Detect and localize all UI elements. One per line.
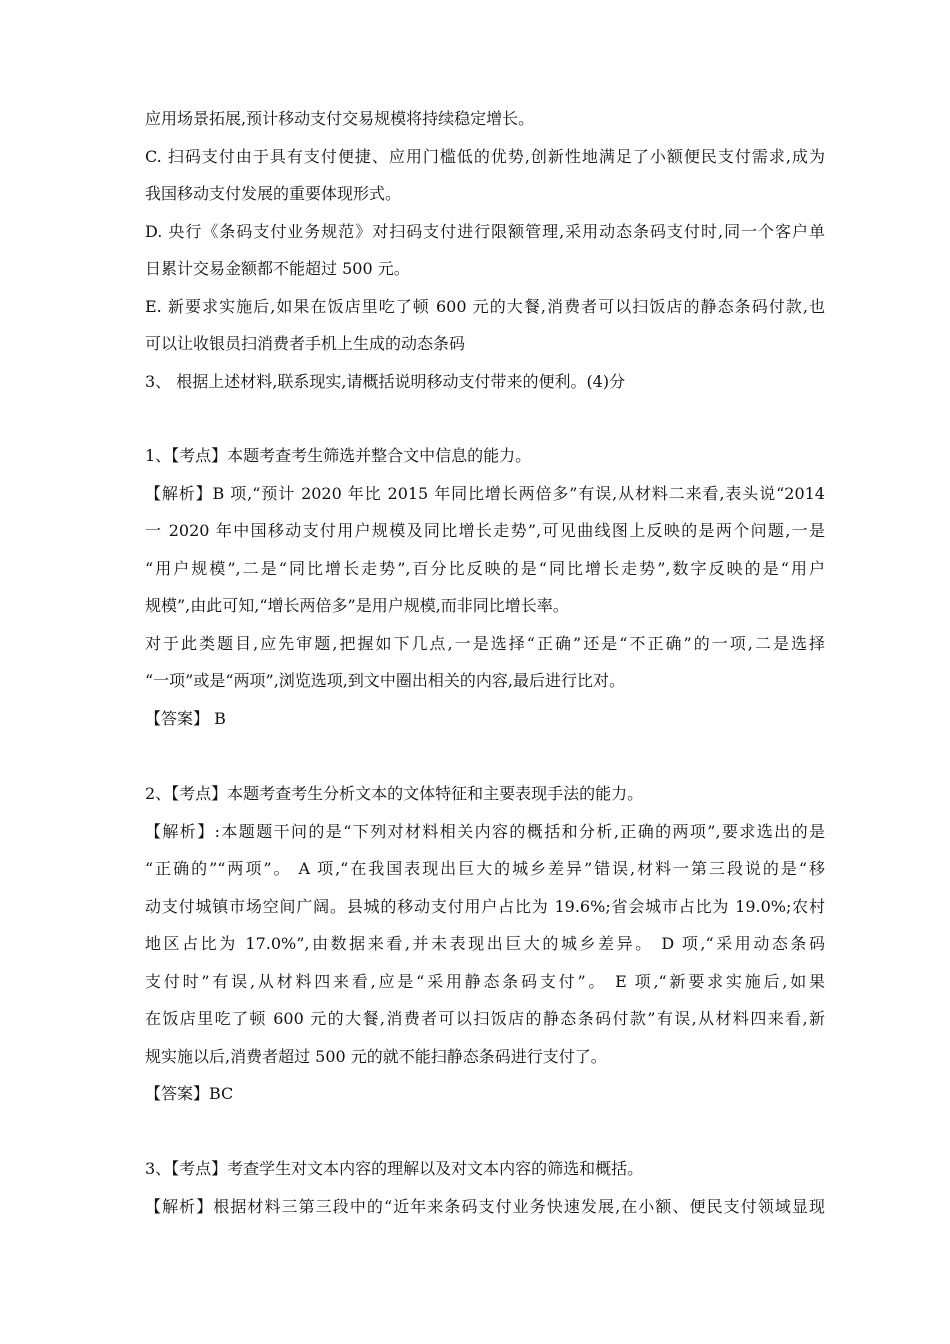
answer-1-jiexi-line: 【解析】B 项,“预计 2020 年比 2015 年同比增长两倍多”有误,从材料二来看,表头说“2014 <box>145 484 825 503</box>
question-3-line: 3、 根据上述材料,联系现实,请概括说明移动支付带来的便利。(4)分 <box>145 372 626 391</box>
text-line: 支付时”有误,从材料四来看,应是“采用静态条码支付”。 E 项,“新要求实施后,如果 <box>145 972 825 991</box>
text-line: “正确的”“两项”。 A 项,“在我国表现出巨大的城乡差异”错误,材料一第三段说的是“移 <box>145 859 825 878</box>
answer-1-kaodian: 1、【考点】本题考查考生筛选并整合文中信息的能力。 <box>145 446 532 465</box>
text-line: 对于此类题目,应先审题,把握如下几点,一是选择“正确”还是“不正确”的一项,二是选择 <box>145 634 825 653</box>
text-line: “用户规模”,二是“同比增长走势”,百分比反映的是“同比增长走势”,数字反映的是“用户 <box>145 559 825 578</box>
answer-3-jiexi-line: 【解析】根据材料三第三段中的“近年来条码支付业务快速发展,在小额、便民支付领域显现 <box>145 1197 825 1216</box>
text-line: 可以让收银员扫消费者手机上生成的动态条码 <box>145 334 466 353</box>
text-line: 应用场景拓展,预计移动支付交易规模将持续稳定增长。 <box>145 109 535 128</box>
text-line: 日累计交易金额都不能超过 500 元。 <box>145 259 410 278</box>
answer-3-kaodian: 3、【考点】考查学生对文本内容的理解以及对文本内容的筛选和概括。 <box>145 1159 644 1178</box>
answer-2-kaodian: 2、【考点】本题考查考生分析文本的文体特征和主要表现手法的能力。 <box>145 784 644 803</box>
option-c-line: C. 扫码支付由于具有支付便捷、应用门槛低的优势,创新性地满足了小额便民支付需求,成为 <box>145 147 825 166</box>
option-e-line: E. 新要求实施后,如果在饭店里吃了顿 600 元的大餐,消费者可以扫饭店的静态条码付款,也 <box>145 297 825 316</box>
text-line: 我国移动支付发展的重要体现形式。 <box>145 184 402 203</box>
answer-2-daan: 【答案】BC <box>145 1084 234 1103</box>
text-line: 动支付城镇市场空间广阔。县城的移动支付用户占比为 19.6%;省会城市占比为 19.0%;农村 <box>145 897 825 916</box>
text-line: 规模”,由此可知,“增长两倍多”是用户规模,而非同比增长率。 <box>145 596 569 615</box>
text-line: 规实施以后,消费者超过 500 元的就不能扫静态条码进行支付了。 <box>145 1047 607 1066</box>
text-line: “一项”或是“两项”,浏览选项,到文中圈出相关的内容,最后进行比对。 <box>145 671 625 690</box>
text-line: 一 2020 年中国移动支付用户规模及同比增长走势”,可见曲线图上反映的是两个问题,一是 <box>145 521 825 540</box>
answer-2-jiexi-line: 【解析】:本题题干问的是“下列对材料相关内容的概括和分析,正确的两项”,要求选出的是 <box>145 822 825 841</box>
text-line: 地区占比为 17.0%”,由数据来看,并未表现出巨大的城乡差异。 D 项,“采用动态条码 <box>145 934 825 953</box>
answer-1-daan: 【答案】 B <box>145 709 226 728</box>
option-d-line: D. 央行《条码支付业务规范》对扫码支付进行限额管理,采用动态条码支付时,同一个客户单 <box>145 222 825 241</box>
text-line: 在饭店里吃了顿 600 元的大餐,消费者可以扫饭店的静态条码付款”有误,从材料四来看,新 <box>145 1009 825 1028</box>
